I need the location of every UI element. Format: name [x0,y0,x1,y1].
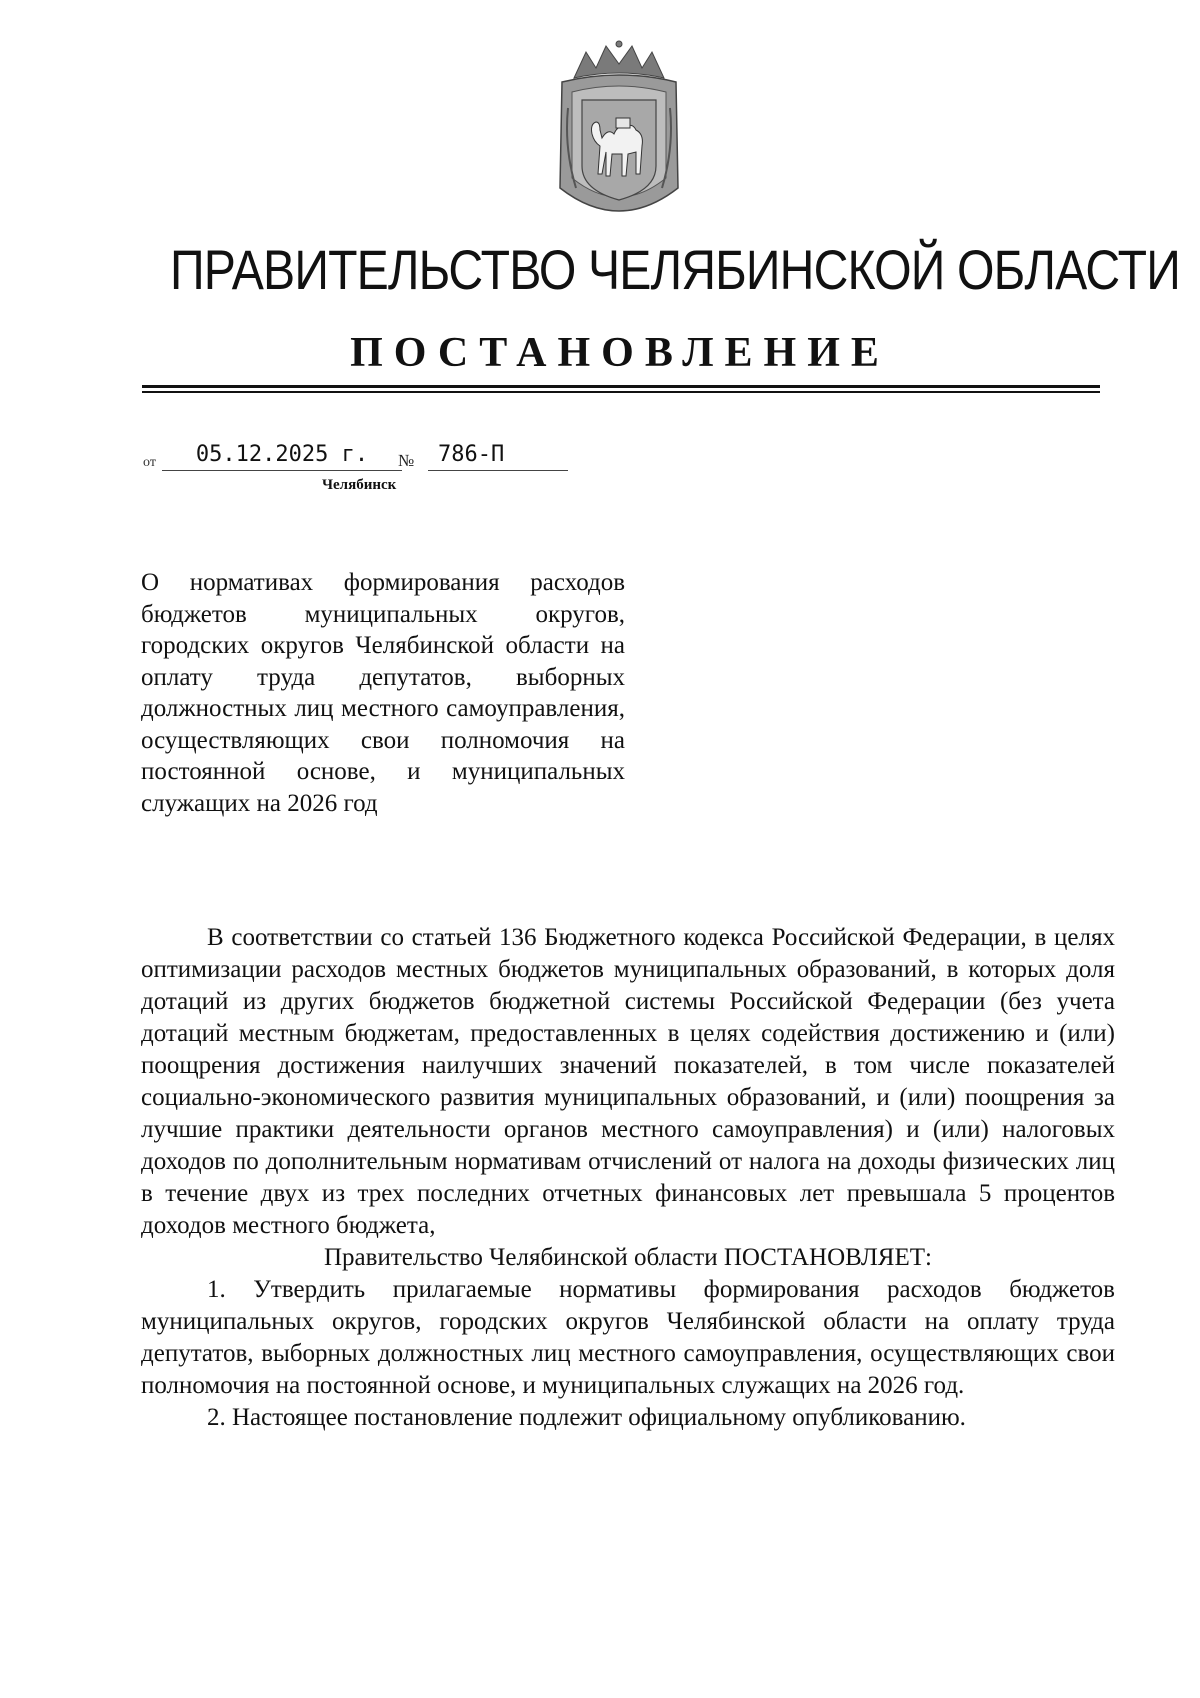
city-name: Челябинск [322,477,397,493]
crown-icon [574,41,664,78]
document-subject: О нормативах формирования расходов бюджетов муниципальных округов, городских округов Челябинской области на оплату труда депутатов, выборных должностных лиц местного самоуправления, осуществляющих свои полномочия на постоянной основе, и муниципальных служащих на 2026 год [141,569,625,817]
preamble-paragraph: В соответствии со статьей 136 Бюджетного кодекса Российской Федерации, в целях оптимизации расходов местных бюджетов муниципальных образований, в которых доля дотаций из других бюджетов бюджетной системы Российской Федерации (без учета дотаций местным бюджетам, предоставленных в целях содействия достижению и (или) поощрения достижения наилучших значений показателей, в том числе показателей социально-экономического развития муниципальных образований, и (или) поощрения за лучшие практики деятельности органов местного самоуправления) и (или) налоговых доходов по дополнительным нормативам отчислений от налога на доходы физических лиц в течение двух из трех последних отчетных финансовых лет превышала 5 процентов доходов местного бюджета, [141,924,1115,1239]
document-kind: ПОСТАНОВЛЕНИЕ [350,330,890,376]
item-2-paragraph: 2. Настоящее постановление подлежит официальному опубликованию. [207,1404,966,1431]
header-rule-thick [142,385,1100,388]
item-1-paragraph: 1. Утвердить прилагаемые нормативы формирования расходов бюджетов муниципальных округов, городских округов Челябинской области на оплату труда депутатов, выборных должностных лиц местного самоуправления, осуществляющих свои полномочия на постоянной основе, и муниципальных служащих на 2026 год. [141,1276,1115,1399]
government-title: ПРАВИТЕЛЬСТВО ЧЕЛЯБИНСКОЙ ОБЛАСТИ [170,238,1180,301]
date-label: от [143,455,156,470]
document-date: 05.12.2025 г. [162,440,402,471]
coat-of-arms-emblem [556,38,682,228]
number-label: № [398,451,415,470]
document-number: 786-П [428,440,568,471]
header-rule-thin [142,391,1100,393]
resolves-line: Правительство Челябинской области ПОСТАНОВЛЯЕТ: [324,1244,932,1271]
document-body [141,922,1115,1434]
